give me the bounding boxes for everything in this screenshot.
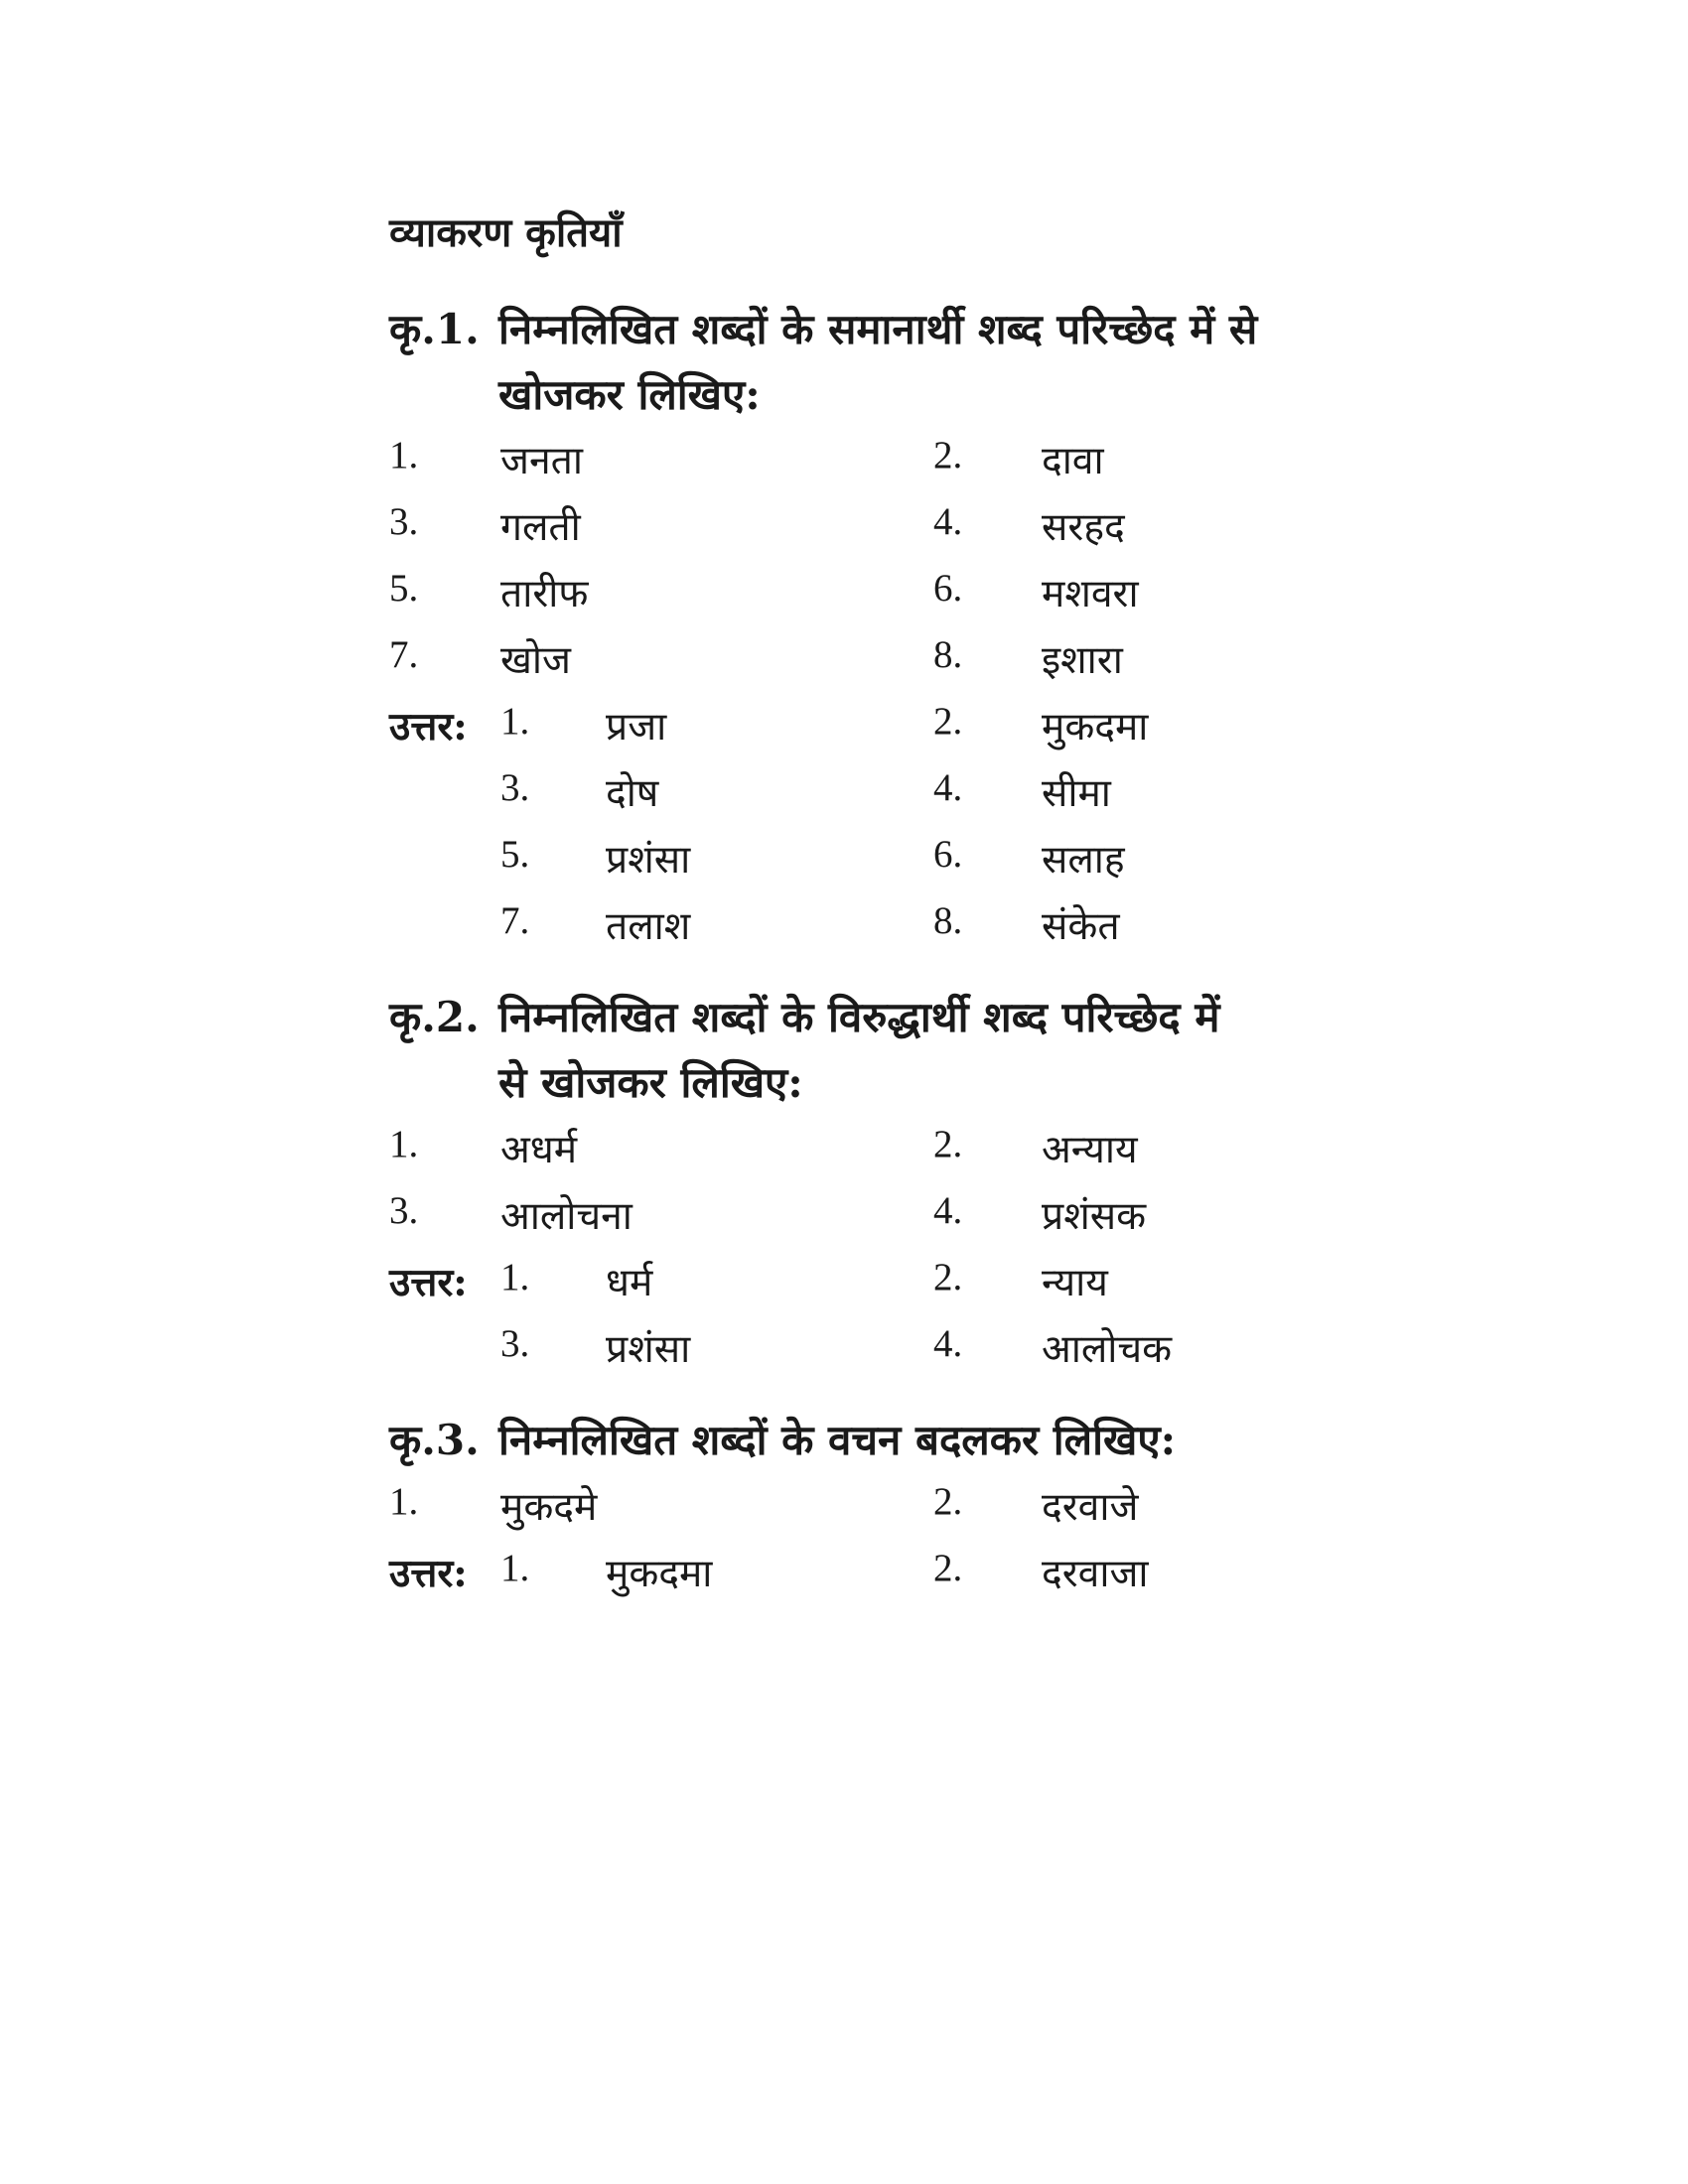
item-number: 3.: [389, 1189, 419, 1232]
answer-label: उत्तर:: [389, 1551, 468, 1596]
question-2-text-line2: से खोजकर लिखिए:: [498, 1058, 803, 1107]
answer-word: सलाह: [1042, 838, 1125, 883]
answer-word: तलाश: [606, 904, 691, 949]
item-number: 2.: [933, 1123, 963, 1165]
answer-number: 2.: [933, 1547, 963, 1589]
answer-number: 4.: [933, 1322, 963, 1365]
question-3-number: कृ.3.: [389, 1416, 480, 1464]
answer-word: धर्म: [606, 1261, 653, 1305]
answer-word: दोष: [606, 771, 659, 816]
answer-number: 1.: [500, 1256, 530, 1298]
item-number: 5.: [389, 567, 419, 610]
item-word: गलती: [500, 505, 581, 550]
answer-number: 7.: [500, 899, 530, 942]
question-2-item-row: [389, 1122, 1342, 1181]
answer-label: उत्तर:: [389, 1260, 468, 1305]
question-1-answer-row: [389, 898, 1342, 958]
answer-word: मुकदमा: [606, 1552, 713, 1596]
question-1-text-line1: निम्नलिखित शब्दों के समानार्थी शब्द परिच्छेद में से: [498, 305, 1258, 353]
item-number: 4.: [933, 500, 963, 543]
answer-number: 3.: [500, 1322, 530, 1365]
item-number: 8.: [933, 633, 963, 676]
answer-word: सीमा: [1042, 771, 1111, 816]
item-word: अधर्म: [500, 1128, 578, 1172]
item-word: इशारा: [1042, 638, 1123, 683]
answer-word: मुकदमा: [1042, 705, 1149, 750]
item-word: दावा: [1042, 439, 1104, 483]
answer-number: 3.: [500, 766, 530, 809]
question-3-item-row: [389, 1479, 1342, 1539]
answer-number: 5.: [500, 833, 530, 876]
answer-word: आलोचक: [1042, 1327, 1173, 1372]
item-word: मशवरा: [1042, 572, 1139, 616]
question-1-item-row: [389, 566, 1342, 625]
item-word: आलोचना: [500, 1194, 633, 1239]
question-2-answer-row: [389, 1255, 1342, 1314]
item-word: सरहद: [1042, 505, 1125, 550]
question-2-item-row: [389, 1188, 1342, 1248]
item-number: 1.: [389, 1480, 419, 1523]
question-1-answer-row: [389, 699, 1342, 758]
item-number: 1.: [389, 434, 419, 477]
answer-number: 1.: [500, 700, 530, 743]
question-1-item-row: [389, 632, 1342, 692]
answer-label: उत्तर:: [389, 704, 468, 750]
answer-word: प्रशंसा: [606, 838, 691, 883]
item-number: 7.: [389, 633, 419, 676]
item-number: 2.: [933, 434, 963, 477]
question-1-text-line2: खोजकर लिखिए:: [498, 370, 761, 419]
item-word: खोज: [500, 638, 571, 683]
answer-word: दरवाजा: [1042, 1552, 1149, 1596]
question-2-text-line1: निम्नलिखित शब्दों के विरुद्धार्थी शब्द परिच्छेद में: [498, 993, 1220, 1041]
item-word: मुकदमे: [500, 1485, 598, 1530]
question-3-text-line1: निम्नलिखित शब्दों के वचन बदलकर लिखिए:: [498, 1416, 1177, 1464]
answer-word: संकेत: [1042, 904, 1120, 949]
item-word: अन्याय: [1042, 1128, 1138, 1172]
question-1-item-row: [389, 433, 1342, 492]
answer-word: प्रजा: [606, 705, 667, 750]
item-number: 2.: [933, 1480, 963, 1523]
item-number: 4.: [933, 1189, 963, 1232]
answer-number: 8.: [933, 899, 963, 942]
question-1-item-row: [389, 499, 1342, 559]
item-word: तारीफ: [500, 572, 589, 616]
answer-number: 2.: [933, 700, 963, 743]
item-number: 1.: [389, 1123, 419, 1165]
answer-number: 2.: [933, 1256, 963, 1298]
item-word: प्रशंसक: [1042, 1194, 1147, 1239]
answer-word: प्रशंसा: [606, 1327, 691, 1372]
page-heading: व्याकरण कृतियाँ: [389, 209, 623, 256]
question-2-number: कृ.2.: [389, 993, 480, 1041]
answer-number: 6.: [933, 833, 963, 876]
answer-number: 4.: [933, 766, 963, 809]
question-2-answer-row: [389, 1321, 1342, 1381]
question-1-answer-row: [389, 832, 1342, 891]
item-word: जनता: [500, 439, 583, 483]
answer-word: न्याय: [1042, 1261, 1108, 1305]
item-word: दरवाजे: [1042, 1485, 1139, 1530]
item-number: 3.: [389, 500, 419, 543]
question-1-answer-row: [389, 765, 1342, 825]
question-3-answer-row: [389, 1546, 1342, 1605]
item-number: 6.: [933, 567, 963, 610]
question-1-number: कृ.1.: [389, 305, 480, 353]
answer-number: 1.: [500, 1547, 530, 1589]
